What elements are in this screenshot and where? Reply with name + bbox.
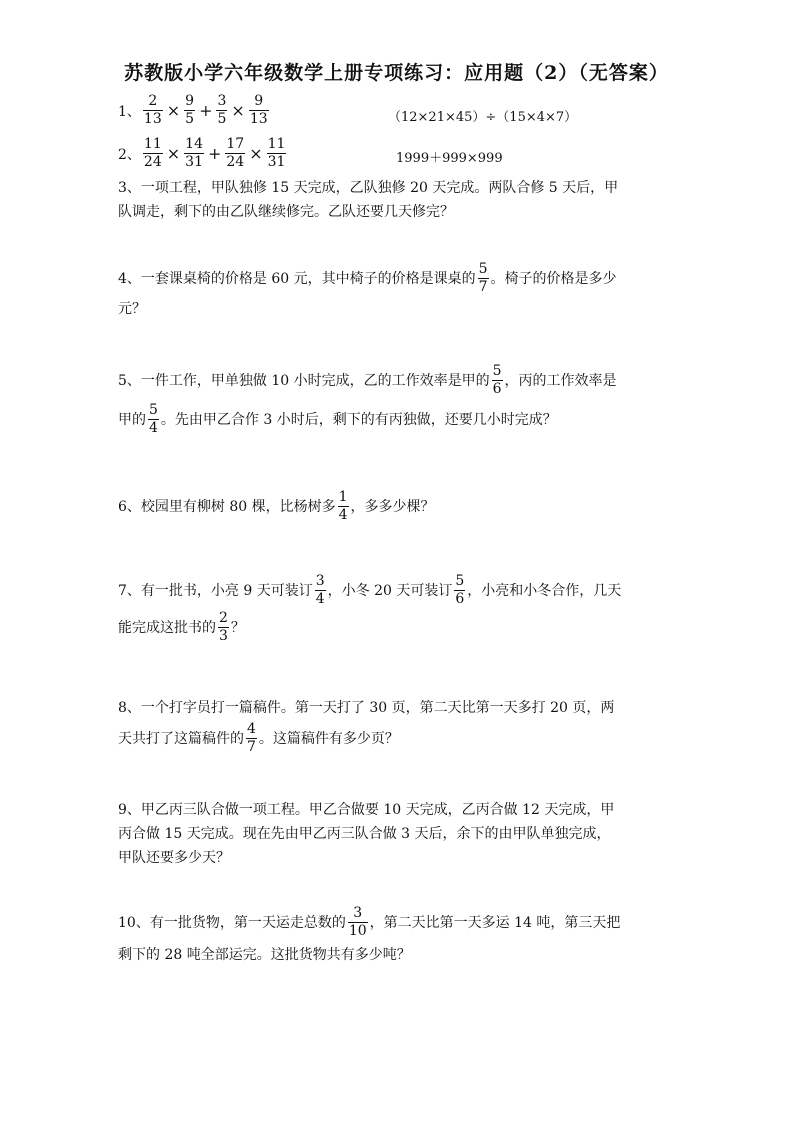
- fraction: $\frac{5}{6}$: [455, 573, 465, 607]
- fraction: $\frac{3}{5}$: [217, 93, 227, 127]
- fraction: $\frac{14}{31}$: [185, 136, 203, 170]
- fraction: $\frac{2}{3}$: [219, 610, 228, 644]
- fraction: $\frac{11}{31}$: [267, 136, 286, 170]
- fraction: $\frac{17}{24}$: [226, 136, 245, 170]
- q7-text: 能完成这批书的: [118, 619, 216, 636]
- operator: ×: [231, 101, 245, 120]
- question-4: [118, 262, 678, 321]
- operator: ×: [249, 144, 263, 163]
- q7-text: 7、有一批书，小亮 9 天可装订: [118, 582, 313, 599]
- fraction: $\frac{5}{6}$: [492, 363, 502, 397]
- q10-text: ，第二天比第一天多运 14 吨，第三天把: [369, 914, 621, 931]
- fraction: $\frac{3}{4}$: [315, 573, 325, 607]
- fraction: $\frac{9}{13}$: [249, 93, 268, 127]
- q6-text: ，多多少棵？: [350, 498, 435, 515]
- operator: ×: [166, 101, 181, 120]
- q8-text: 。这篇稿件有多少页？: [258, 730, 399, 747]
- operator: ×: [166, 144, 181, 163]
- q10-text: 10、有一批货物，第一天运走总数的: [118, 914, 346, 931]
- fraction: $\frac{1}{4}$: [338, 489, 348, 523]
- q5-text: ，丙的工作效率是: [504, 372, 617, 389]
- q1-label: 1、: [118, 103, 141, 120]
- operator: +: [207, 144, 222, 163]
- q9-line-3: 甲队还要多少天？: [118, 850, 230, 866]
- fraction: $\frac{11}{24}$: [143, 136, 162, 170]
- q2-right-expression: 1999＋999×999: [396, 151, 503, 166]
- q1-right-expression: （12×21×45）÷（15×4×7）: [388, 110, 578, 125]
- q8-line-1: 8、一个打字员打一篇稿件。第一天打了 30 页，第二天比第一天多打 20 页，两: [118, 700, 615, 716]
- q2-label: 2、: [118, 146, 141, 163]
- q4-line-2: 元？: [118, 301, 146, 317]
- q3-line-1: 3、一项工程，甲队独修 15 天完成，乙队独修 20 天完成。两队合修 5 天后，甲: [118, 180, 619, 196]
- fraction: $\frac{5}{7}$: [478, 261, 488, 295]
- question-3: [118, 176, 678, 224]
- question-8: [118, 696, 678, 755]
- q5-text: 甲的: [118, 411, 146, 428]
- q7-text: ？: [230, 619, 245, 636]
- question-7: [118, 574, 678, 644]
- q5-text: 5、一件工作，甲单独做 10 小时完成，乙的工作效率是甲的: [118, 372, 490, 389]
- q6-text: 6、校园里有柳树 80 棵，比杨树多: [118, 498, 336, 515]
- fraction: $\frac{4}{7}$: [247, 721, 256, 755]
- q7-text: ，小亮和小冬合作，几天: [467, 582, 622, 599]
- q4-text: 4、一套课桌椅的价格是 60 元，其中椅子的价格是课桌的: [118, 270, 476, 287]
- page-title: 苏教版小学六年级数学上册专项练习：应用题（2）（无答案）: [124, 62, 669, 84]
- operator: +: [199, 101, 213, 120]
- q3-line-2: 队调走，剩下的由乙队继续修完。乙队还要几天修完？: [118, 204, 454, 220]
- question-1: [118, 94, 271, 127]
- fraction: $\frac{2}{13}$: [143, 93, 162, 127]
- question-2: [118, 137, 288, 170]
- question-10: [118, 906, 678, 967]
- q9-line-1: 9、甲乙丙三队合做一项工程。甲乙合做要 10 天完成，乙丙合做 12 天完成，甲: [118, 802, 615, 818]
- fraction: $\frac{5}{4}$: [149, 402, 158, 436]
- q10-line-2: 剩下的 28 吨全部运完。这批货物共有多少吨？: [118, 947, 411, 963]
- question-5: [118, 364, 678, 436]
- question-6: [118, 490, 678, 523]
- q9-line-2: 丙合做 15 天完成。现在先由甲乙丙三队合做 3 天后，余下的由甲队单独完成，: [118, 826, 611, 842]
- question-9: [118, 798, 678, 870]
- q4-text: 。椅子的价格是多少: [490, 270, 617, 287]
- q5-text: 。先由甲乙合作 3 小时后，剩下的有丙独做，还要几小时完成？: [160, 411, 557, 428]
- q8-text: 天共打了这篇稿件的: [118, 730, 244, 747]
- fraction: $\frac{3}{10}$: [348, 905, 367, 939]
- q7-text: ，小冬 20 天可装订: [327, 582, 453, 599]
- fraction: $\frac{9}{5}$: [185, 93, 195, 127]
